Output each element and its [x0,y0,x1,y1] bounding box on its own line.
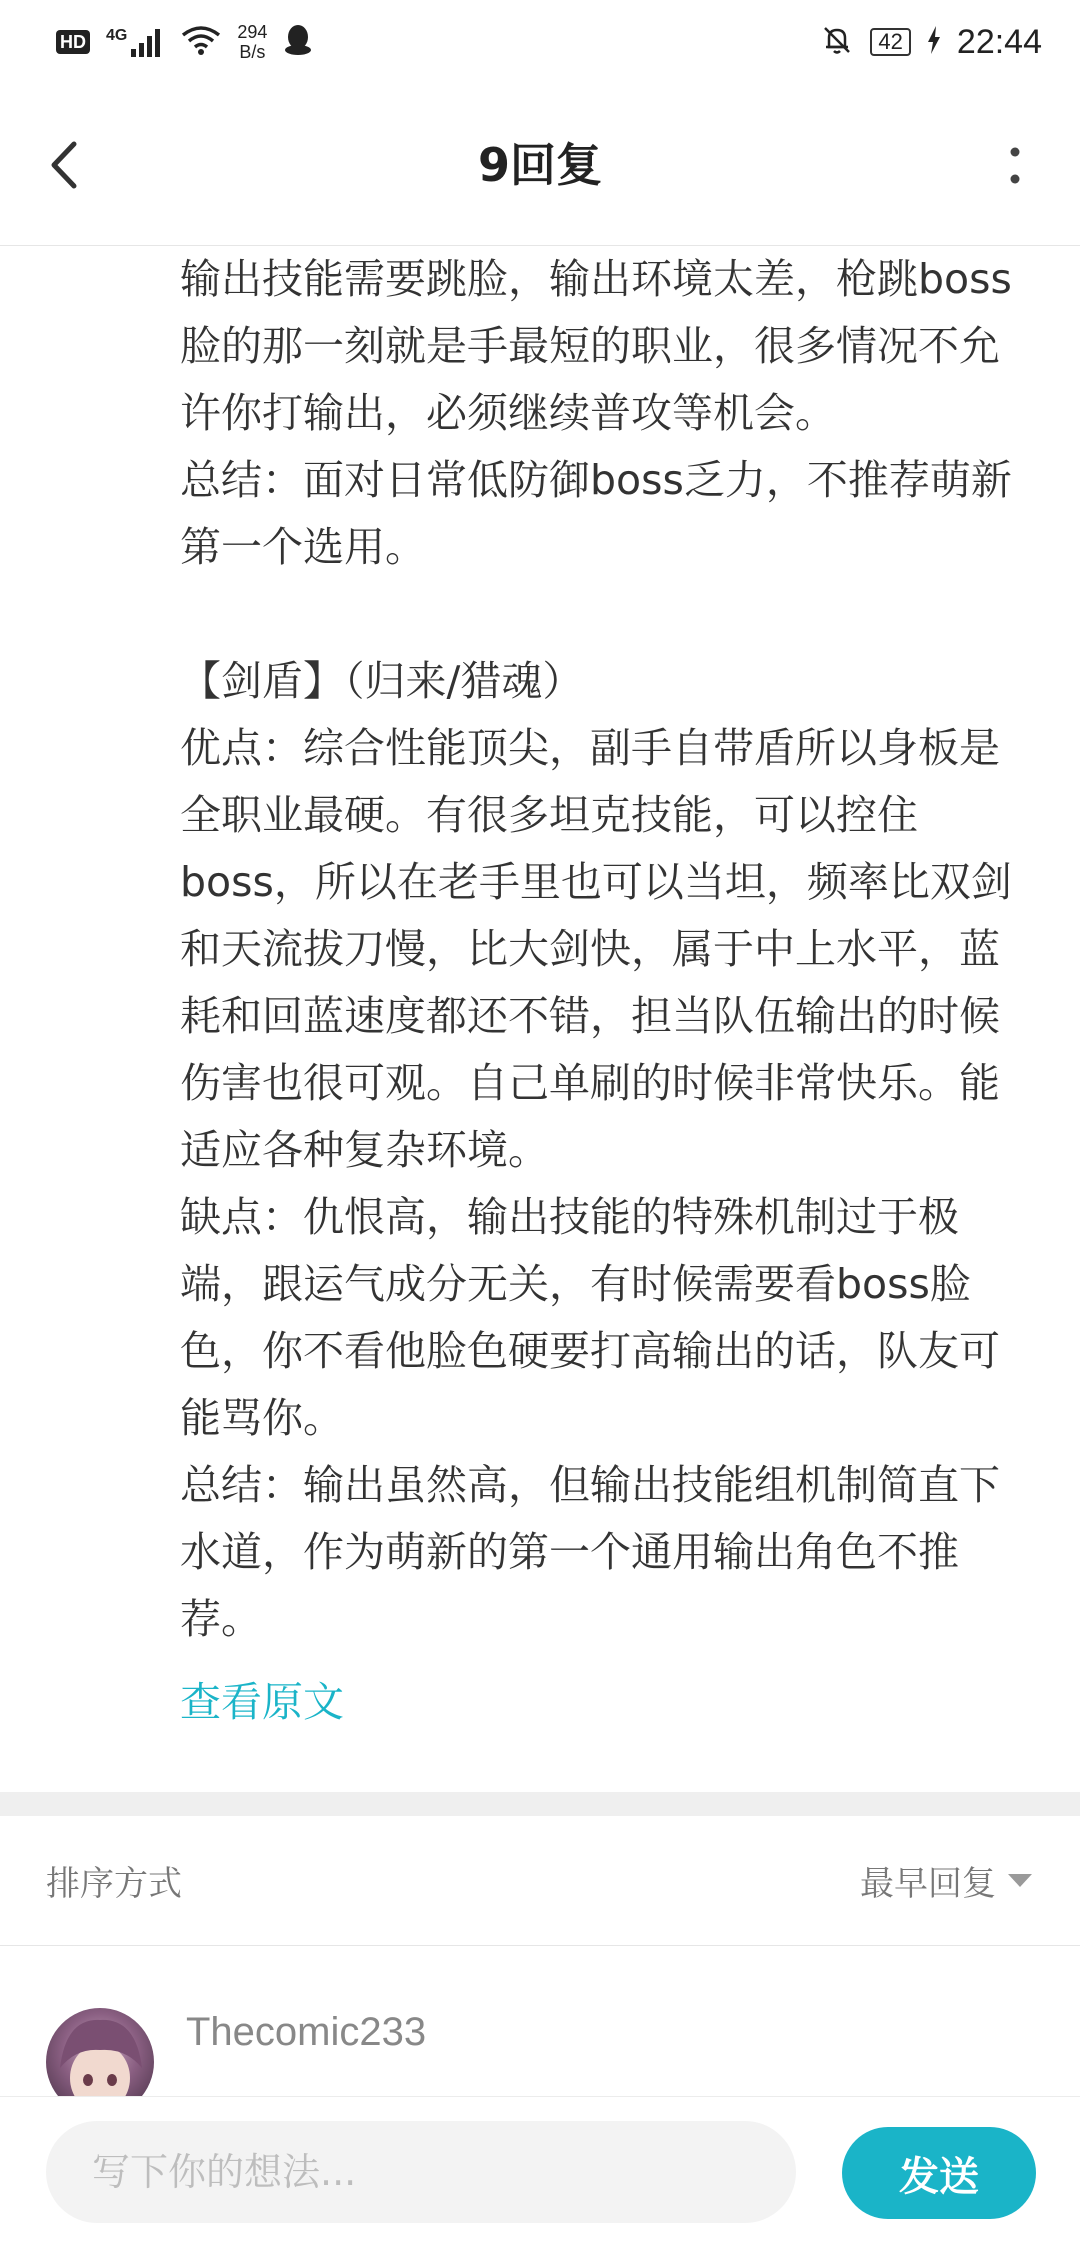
sort-row [0,1816,1080,1946]
avatar[interactable] [46,2008,154,2096]
charging-icon [927,26,941,59]
page-title: 9回复 [477,138,602,192]
signal-icon [106,27,165,57]
sort-label: 排序方式 [46,1864,182,1904]
back-button[interactable] [40,132,90,198]
qq-icon [283,22,313,63]
post-paragraph: 总结：输出虽然高，但输出技能组机制简直下水道，作为萌新的第一个通用输出角色不推荐。 [180,1461,1000,1643]
post-section-heading: 【剑盾】（归来/猎魂） [180,657,584,705]
hd-badge: HD [56,30,90,54]
section-divider [0,1792,1080,1816]
network-speed-value: 294 [237,22,268,42]
wifi-icon [181,25,221,60]
chevron-left-icon [40,132,90,198]
sort-selected-value: 最早回复 [860,1864,996,1904]
mute-bell-icon [820,23,854,62]
clock: 22:44 [956,22,1042,61]
status-right [820,23,1042,62]
post-paragraph: 总结：面对日常低防御boss乏力，不推荐萌新第一个选用。 [180,456,1012,571]
status-bar [0,0,1080,84]
more-options-button[interactable] [1000,142,1030,192]
app-header [0,84,1080,246]
sort-dropdown[interactable] [860,1856,1032,1905]
comment-input[interactable] [46,2121,796,2223]
network-speed [237,22,267,62]
comment-username[interactable]: Thecomic233 [186,2010,427,2054]
comment-item [0,1946,1080,2096]
caret-down-icon [1008,1874,1032,1887]
network-speed-unit: B/s [239,42,266,62]
send-button[interactable]: 发送 [842,2127,1036,2219]
post-paragraph: 缺点：仇恨高，输出技能的特殊机制过于极端，跟运气成分无关，有时候需要看boss脸色，你不看他脸色硬要打高输出的话，队友可能骂你。 [180,1193,1000,1442]
status-left [56,22,313,63]
battery-indicator: 42 [870,28,910,56]
comment-composer [0,2096,1080,2244]
more-vertical-icon [1000,142,1030,192]
network-type-label: 4G [106,27,128,44]
paragraph-spacer [180,581,1040,648]
view-original-link[interactable]: 查看原文 [180,1678,344,1726]
post-paragraph: 输出技能需要跳脸，输出环境太差，枪跳boss脸的那一刻就是手最短的职业，很多情况不允许你打输出，必须继续普攻等机会。 [180,255,1012,437]
post-paragraph: 优点：综合性能顶尖，副手自带盾所以身板是全职业最硬。有很多坦克技能，可以控住boss，所以在老手里也可以当坦，频率比双剑和天流拔刀慢，比大剑快，属于中上水平，蓝耗和回蓝速度都还不错，担当队伍输出的时候伤害也很可观。自己单刷的时候非常快乐。能适应各种复杂环境。 [180,724,1012,1174]
post-content [180,246,1040,1653]
